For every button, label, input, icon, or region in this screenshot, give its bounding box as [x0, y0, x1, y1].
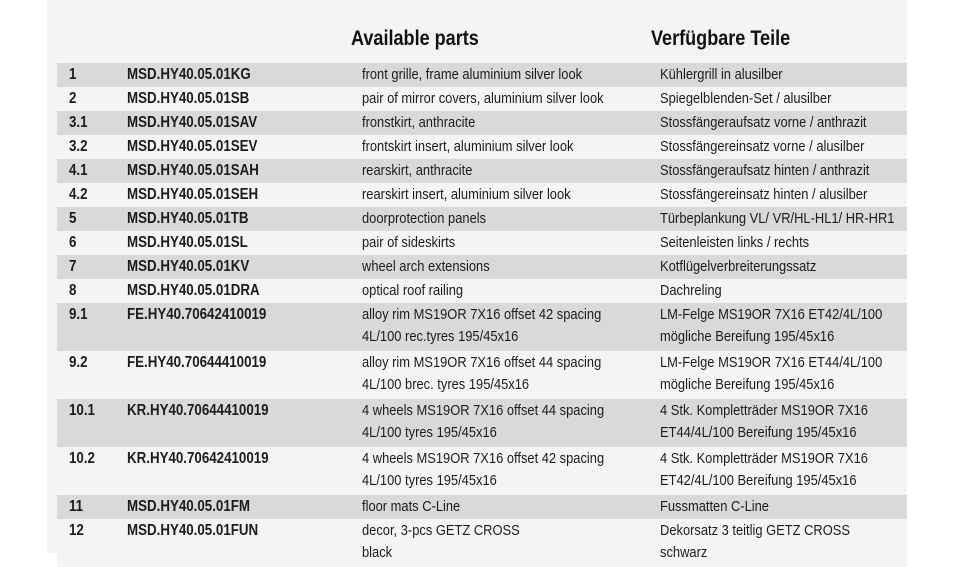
header-verfuegbare-teile: Verfügbare Teile	[651, 27, 791, 50]
description-en	[362, 399, 604, 444]
table-row	[57, 255, 907, 279]
table-row	[57, 87, 907, 111]
description-de-line: 4 Stk. Kompletträder MS19OR 7X16	[660, 402, 868, 419]
description-de	[660, 447, 868, 492]
row-number: 6	[69, 234, 77, 251]
description-en-line: 4L/100 rec.tyres 195/45x16	[362, 328, 519, 345]
description-de	[660, 303, 882, 348]
description-de-line: mögliche Bereifung 195/45x16	[660, 328, 835, 345]
row-number: 4.1	[69, 162, 88, 179]
description-de-line: Spiegelblenden-Set / alusilber	[660, 90, 832, 107]
description-de	[660, 159, 869, 182]
description-en-line: 4 wheels MS19OR 7X16 offset 42 spacing	[362, 450, 605, 467]
description-en	[362, 351, 601, 396]
description-de	[660, 135, 864, 158]
part-code: MSD.HY40.05.01SB	[127, 90, 250, 107]
description-en	[362, 255, 490, 278]
description-en	[362, 495, 460, 518]
description-en	[362, 279, 463, 302]
row-number: 12	[69, 522, 84, 539]
description-en-line: decor, 3-pcs GETZ CROSS	[362, 522, 520, 539]
part-code: MSD.HY40.05.01FUN	[127, 522, 259, 539]
table-row	[57, 135, 907, 159]
description-en	[362, 303, 601, 348]
description-en-line: alloy rim MS19OR 7X16 offset 44 spacing	[362, 354, 602, 371]
description-en-line: alloy rim MS19OR 7X16 offset 42 spacing	[362, 306, 602, 323]
table-row	[57, 159, 907, 183]
description-en-line: wheel arch extensions	[362, 258, 490, 275]
description-de	[660, 351, 882, 396]
part-code: MSD.HY40.05.01DRA	[127, 282, 260, 299]
description-de-line: LM-Felge MS19OR 7X16 ET44/4L/100	[660, 354, 883, 371]
part-code: KR.HY40.70642410019	[127, 450, 269, 467]
description-en-line: front grille, frame aluminium silver look	[362, 66, 583, 83]
description-en-line: rearskirt, anthracite	[362, 162, 473, 179]
row-number: 1	[69, 66, 77, 83]
description-en	[362, 159, 472, 182]
row-number: 7	[69, 258, 77, 275]
table-row	[57, 63, 907, 87]
description-de	[660, 231, 809, 254]
description-en-line: floor mats C-Line	[362, 498, 461, 515]
description-en-line: black	[362, 544, 393, 561]
part-code: FE.HY40.70644410019	[127, 354, 267, 371]
row-number: 10.1	[69, 402, 95, 419]
row-number: 11	[69, 498, 84, 515]
description-en	[362, 111, 475, 134]
part-code: MSD.HY40.05.01KG	[127, 66, 251, 83]
row-number: 5	[69, 210, 77, 227]
description-de	[660, 63, 783, 86]
description-de	[660, 399, 868, 444]
description-de-line: mögliche Bereifung 195/45x16	[660, 376, 835, 393]
description-de-line: Kühlergrill in alusilber	[660, 66, 783, 83]
description-en-line: fronstkirt, anthracite	[362, 114, 476, 131]
description-de-line: ET42/4L/100 Bereifung 195/45x16	[660, 472, 857, 489]
description-de-line: Kotflügelverbreiterungssatz	[660, 258, 817, 275]
description-en-line: pair of mirror covers, aluminium silver look	[362, 90, 604, 107]
description-en-line: doorprotection panels	[362, 210, 487, 227]
row-number: 9.1	[69, 306, 88, 323]
part-code: MSD.HY40.05.01SEH	[127, 186, 259, 203]
part-code: KR.HY40.70644410019	[127, 402, 269, 419]
part-code: MSD.HY40.05.01KV	[127, 258, 250, 275]
description-de	[660, 183, 867, 206]
part-code: MSD.HY40.05.01SL	[127, 234, 248, 251]
description-de-line: ET44/4L/100 Bereifung 195/45x16	[660, 424, 857, 441]
table-row	[57, 183, 907, 207]
row-number: 10.2	[69, 450, 95, 467]
description-de	[660, 495, 769, 518]
part-code: MSD.HY40.05.01FM	[127, 498, 250, 515]
row-number: 3.2	[69, 138, 88, 155]
table-row	[57, 279, 907, 303]
description-de-line: Stossfängeraufsatz vorne / anthrazit	[660, 114, 867, 131]
description-en	[362, 87, 604, 110]
description-de-line: Türbeplankung VL/ VR/HL-HL1/ HR-HR1	[660, 210, 895, 227]
table-row	[57, 495, 907, 519]
part-code: MSD.HY40.05.01SEV	[127, 138, 258, 155]
description-en	[362, 231, 455, 254]
description-en	[362, 183, 571, 206]
table-row	[57, 351, 907, 399]
part-code: MSD.HY40.05.01TB	[127, 210, 249, 227]
description-de-line: Stossfängereinsatz vorne / alusilber	[660, 138, 865, 155]
row-number: 2	[69, 90, 77, 107]
description-en-line: rearskirt insert, aluminium silver look	[362, 186, 571, 203]
description-en	[362, 207, 486, 230]
description-de-line: Stossfängereinsatz hinten / alusilber	[660, 186, 868, 203]
description-de-line: Dachreling	[660, 282, 722, 299]
description-en-line: 4L/100 tyres 195/45x16	[362, 424, 497, 441]
part-code: MSD.HY40.05.01SAH	[127, 162, 259, 179]
table-row	[57, 447, 907, 495]
description-de-line: Dekorsatz 3 teitlig GETZ CROSS	[660, 522, 850, 539]
description-de-line: Fussmatten C-Line	[660, 498, 769, 515]
description-en-line: optical roof railing	[362, 282, 464, 299]
description-en	[362, 135, 573, 158]
row-number: 4.2	[69, 186, 88, 203]
row-number: 8	[69, 282, 77, 299]
description-de	[660, 207, 894, 230]
table-row	[57, 207, 907, 231]
description-en-line: frontskirt insert, aluminium silver look	[362, 138, 574, 155]
description-de	[660, 519, 850, 564]
table-row	[57, 519, 907, 567]
table-row	[57, 231, 907, 255]
header-available-parts: Available parts	[351, 27, 479, 50]
table-row	[57, 399, 907, 447]
description-en-line: 4 wheels MS19OR 7X16 offset 44 spacing	[362, 402, 605, 419]
description-de	[660, 279, 722, 302]
description-de-line: LM-Felge MS19OR 7X16 ET42/4L/100	[660, 306, 883, 323]
description-en	[362, 63, 582, 86]
description-en	[362, 519, 520, 564]
description-en-line: 4L/100 brec. tyres 195/45x16	[362, 376, 530, 393]
part-code: MSD.HY40.05.01SAV	[127, 114, 258, 131]
row-number: 9.2	[69, 354, 88, 371]
part-code: FE.HY40.70642410019	[127, 306, 267, 323]
table-row	[57, 111, 907, 135]
description-de-line: Seitenleisten links / rechts	[660, 234, 810, 251]
description-de-line: Stossfängeraufsatz hinten / anthrazit	[660, 162, 870, 179]
description-de-line: 4 Stk. Kompletträder MS19OR 7X16	[660, 450, 868, 467]
description-de	[660, 111, 867, 134]
parts-table	[57, 63, 907, 567]
description-de	[660, 87, 831, 110]
description-de	[660, 255, 816, 278]
row-number: 3.1	[69, 114, 88, 131]
description-de-line: schwarz	[660, 544, 708, 561]
description-en-line: pair of sideskirts	[362, 234, 456, 251]
table-row	[57, 303, 907, 351]
description-en	[362, 447, 604, 492]
description-en-line: 4L/100 tyres 195/45x16	[362, 472, 497, 489]
